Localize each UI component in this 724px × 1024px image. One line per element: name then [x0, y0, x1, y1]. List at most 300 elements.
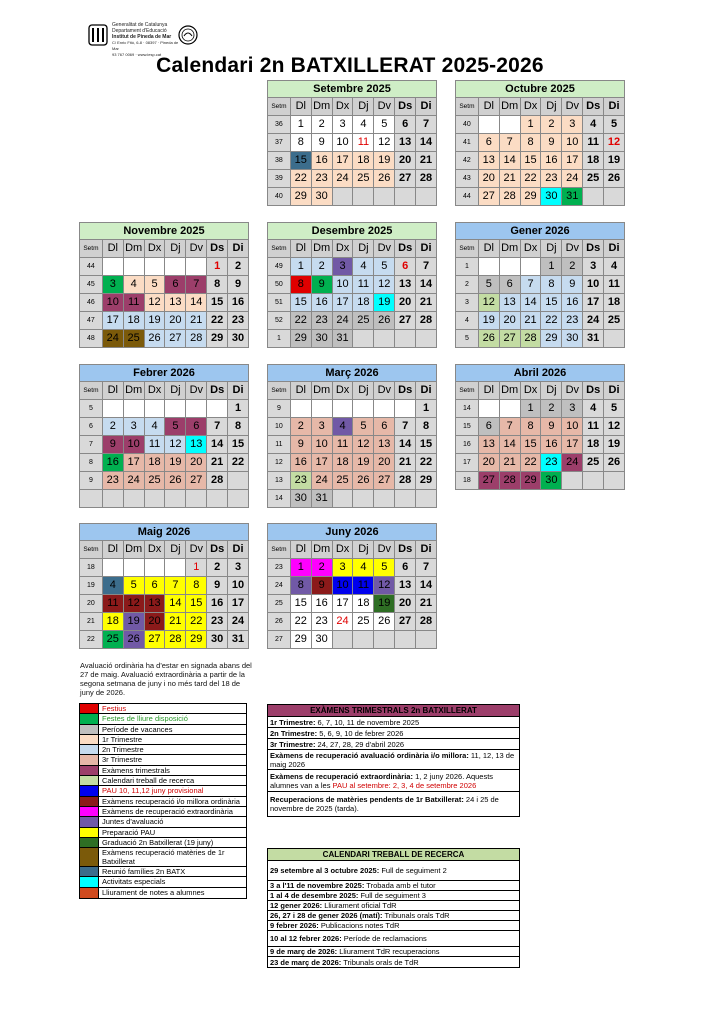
- week-row: [455, 312, 625, 330]
- day-cell: 14: [500, 436, 521, 454]
- day-cell: 15: [207, 294, 228, 312]
- week-number: 25: [267, 595, 291, 613]
- day-header-row: [79, 541, 249, 559]
- legend-swatch: [80, 888, 99, 898]
- day-cell: 19: [479, 312, 500, 330]
- week-number: 5: [79, 400, 103, 418]
- research-row: [268, 891, 519, 901]
- day-cell: [500, 400, 521, 418]
- day-cell: 3: [583, 258, 604, 276]
- exam-label: 1r Trimestre:: [270, 717, 316, 727]
- day-cell: 23: [103, 472, 124, 490]
- legend-item: [80, 776, 246, 786]
- day-header: Dj: [541, 240, 562, 258]
- week-row: [267, 436, 437, 454]
- exam-row: [268, 717, 519, 728]
- day-cell: 26: [374, 613, 395, 631]
- day-cell: 21: [500, 170, 521, 188]
- day-cell: 2: [207, 559, 228, 577]
- research-row: [268, 861, 519, 881]
- day-cell: 3: [333, 258, 354, 276]
- research-label: 26, 27 i 28 de gener 2026 (matí):: [270, 911, 383, 920]
- day-cell: 1: [186, 559, 207, 577]
- day-cell: [333, 631, 354, 649]
- research-text: 23 de març de 2026: Tribunals orals de TdR: [270, 957, 419, 967]
- legend-item: [80, 817, 246, 827]
- week-number: 15: [455, 418, 479, 436]
- day-cell: 18: [353, 152, 374, 170]
- day-header: Dm: [312, 98, 333, 116]
- day-header: Setm: [455, 240, 479, 258]
- day-cell: 19: [353, 454, 374, 472]
- day-cell: 2: [312, 116, 333, 134]
- day-header: Di: [416, 98, 437, 116]
- day-cell: 21: [186, 312, 207, 330]
- day-cell: 29: [521, 472, 542, 490]
- week-row: [267, 631, 437, 649]
- day-header: Dm: [312, 240, 333, 258]
- day-cell: 30: [312, 631, 333, 649]
- day-cell: 17: [562, 436, 583, 454]
- exam-row: [268, 750, 519, 770]
- week-row: [455, 152, 625, 170]
- month-title: Octubre 2025: [455, 80, 625, 98]
- day-cell: 25: [333, 472, 354, 490]
- day-header: Dx: [145, 382, 166, 400]
- month-title: Desembre 2025: [267, 222, 437, 240]
- week-number: 39: [267, 170, 291, 188]
- day-cell: 25: [583, 454, 604, 472]
- day-cell: 8: [291, 577, 312, 595]
- week-row: [267, 577, 437, 595]
- day-cell: 23: [312, 613, 333, 631]
- week-row: [267, 400, 437, 418]
- day-cell: 11: [583, 418, 604, 436]
- day-cell: 7: [500, 418, 521, 436]
- day-cell: 9: [207, 577, 228, 595]
- day-cell: 18: [124, 312, 145, 330]
- day-cell: [374, 490, 395, 508]
- day-header: Dv: [186, 541, 207, 559]
- day-cell: 6: [395, 116, 416, 134]
- day-cell: 13: [165, 294, 186, 312]
- week-row: [455, 400, 625, 418]
- day-cell: [207, 490, 228, 508]
- week-row: [79, 294, 249, 312]
- day-cell: 10: [228, 577, 249, 595]
- week-number: 10: [267, 418, 291, 436]
- legend-item: [80, 735, 246, 745]
- day-cell: 5: [165, 418, 186, 436]
- day-cell: 11: [124, 294, 145, 312]
- day-header: Dv: [374, 382, 395, 400]
- research-label: 12 gener 2026:: [270, 901, 323, 910]
- day-cell: 24: [124, 472, 145, 490]
- day-header: Dl: [291, 240, 312, 258]
- day-cell: 3: [562, 116, 583, 134]
- day-cell: 14: [416, 577, 437, 595]
- day-header: Setm: [267, 240, 291, 258]
- day-cell: 22: [228, 454, 249, 472]
- day-cell: 9: [562, 276, 583, 294]
- day-cell: [228, 490, 249, 508]
- day-cell: 1: [207, 258, 228, 276]
- day-header: Ds: [395, 541, 416, 559]
- legend-item: [80, 786, 246, 796]
- legend: [79, 703, 247, 899]
- day-header-row: [79, 382, 249, 400]
- research-row: [268, 881, 519, 891]
- week-number: 20: [79, 595, 103, 613]
- day-cell: 28: [500, 472, 521, 490]
- day-cell: 22: [521, 170, 542, 188]
- legend-swatch: [80, 786, 99, 795]
- day-cell: 2: [103, 418, 124, 436]
- legend-label: Reunió famílies 2n BATX: [102, 867, 186, 877]
- week-number: 17: [455, 454, 479, 472]
- day-cell: 7: [207, 418, 228, 436]
- week-row: [267, 472, 437, 490]
- day-cell: [103, 559, 124, 577]
- day-cell: [228, 472, 249, 490]
- day-cell: 9: [541, 418, 562, 436]
- legend-label: Festius: [102, 704, 127, 713]
- week-row: [455, 170, 625, 188]
- week-row: [267, 595, 437, 613]
- day-header: Dv: [186, 240, 207, 258]
- research-label: 23 de març de 2026:: [270, 957, 342, 967]
- day-cell: 4: [353, 258, 374, 276]
- day-header: Dl: [479, 240, 500, 258]
- legend-swatch: [80, 817, 99, 826]
- month-calendar: [455, 364, 625, 490]
- day-cell: [165, 400, 186, 418]
- research-label: 9 febrer 2026:: [270, 921, 319, 930]
- day-cell: 6: [165, 276, 186, 294]
- day-cell: 20: [479, 170, 500, 188]
- day-cell: 16: [228, 294, 249, 312]
- day-cell: 16: [207, 595, 228, 613]
- day-cell: [353, 490, 374, 508]
- exam-row: [268, 739, 519, 750]
- day-cell: 7: [416, 559, 437, 577]
- exam-label: Exàmens de recuperació avaluació ordinària i/o millora:: [270, 750, 469, 760]
- day-cell: 2: [291, 418, 312, 436]
- legend-item: [80, 766, 246, 776]
- week-number: 9: [79, 472, 103, 490]
- day-cell: 29: [186, 631, 207, 649]
- week-row: [455, 418, 625, 436]
- week-row: [455, 258, 625, 276]
- day-cell: 26: [165, 472, 186, 490]
- legend-label: Calendari treball de recerca: [102, 776, 195, 786]
- day-cell: 12: [145, 294, 166, 312]
- day-cell: [395, 490, 416, 508]
- day-cell: 17: [562, 152, 583, 170]
- day-cell: 14: [186, 294, 207, 312]
- week-number: 24: [267, 577, 291, 595]
- day-cell: 22: [291, 170, 312, 188]
- day-cell: 16: [312, 595, 333, 613]
- day-header: Ds: [395, 98, 416, 116]
- legend-swatch: [80, 797, 99, 806]
- week-row: [455, 134, 625, 152]
- day-cell: [500, 258, 521, 276]
- research-row: [268, 911, 519, 921]
- legend-swatch: [80, 755, 99, 764]
- day-cell: 5: [145, 276, 166, 294]
- week-row: [79, 559, 249, 577]
- week-number: 50: [267, 276, 291, 294]
- day-cell: 14: [165, 595, 186, 613]
- research-text: 1 al 4 de desembre 2025: Full de seguiment 3: [270, 891, 426, 900]
- day-cell: 17: [333, 294, 354, 312]
- legend-item: [80, 828, 246, 838]
- day-cell: 19: [604, 152, 625, 170]
- week-row: [79, 577, 249, 595]
- week-row: [79, 454, 249, 472]
- day-header: Dj: [541, 98, 562, 116]
- day-cell: [207, 400, 228, 418]
- day-cell: 24: [333, 613, 354, 631]
- day-cell: 20: [395, 595, 416, 613]
- day-header: Dl: [291, 98, 312, 116]
- day-cell: 29: [291, 631, 312, 649]
- day-cell: 4: [353, 116, 374, 134]
- day-header-row: [455, 382, 625, 400]
- week-number: 23: [267, 559, 291, 577]
- day-cell: 13: [186, 436, 207, 454]
- week-row: [267, 276, 437, 294]
- day-header: Setm: [79, 382, 103, 400]
- day-cell: 25: [353, 312, 374, 330]
- week-number: 37: [267, 134, 291, 152]
- exam-text: Recuperacions de matèries pendents de 1r Batxillerat: 24 i 25 de novembre de 2025 (tarda).: [270, 795, 499, 813]
- day-cell: [145, 400, 166, 418]
- legend-swatch: [80, 848, 99, 866]
- day-header: Setm: [267, 541, 291, 559]
- week-row: [267, 330, 437, 348]
- legend-item: [80, 867, 246, 877]
- legend-label: 3r Trimestre: [102, 755, 143, 765]
- exam-row: [268, 792, 519, 816]
- day-cell: 21: [395, 454, 416, 472]
- month-calendar: [455, 222, 625, 348]
- day-cell: 20: [165, 312, 186, 330]
- exam-label: Recuperacions de matèries pendents de 1r Batxillerat:: [270, 795, 464, 804]
- day-cell: 1: [291, 559, 312, 577]
- day-cell: 13: [374, 436, 395, 454]
- day-header-row: [267, 98, 437, 116]
- day-cell: 7: [500, 134, 521, 152]
- day-header: Dx: [333, 382, 354, 400]
- day-cell: 24: [562, 454, 583, 472]
- week-row: [79, 631, 249, 649]
- day-cell: 14: [395, 436, 416, 454]
- day-cell: 8: [207, 276, 228, 294]
- day-header-row: [455, 98, 625, 116]
- day-cell: [604, 330, 625, 348]
- day-header: Setm: [267, 98, 291, 116]
- day-cell: 11: [583, 134, 604, 152]
- day-header: Dj: [165, 382, 186, 400]
- week-row: [79, 330, 249, 348]
- day-cell: [353, 188, 374, 206]
- day-cell: 15: [228, 436, 249, 454]
- day-cell: [312, 400, 333, 418]
- month-title: Novembre 2025: [79, 222, 249, 240]
- day-cell: [583, 472, 604, 490]
- day-cell: 9: [312, 577, 333, 595]
- month-calendar: [267, 80, 437, 206]
- day-cell: 12: [374, 276, 395, 294]
- day-cell: 21: [521, 312, 542, 330]
- day-cell: [416, 188, 437, 206]
- day-header-row: [79, 240, 249, 258]
- day-header: Dj: [353, 382, 374, 400]
- day-cell: 29: [521, 188, 542, 206]
- month-calendar: [79, 523, 249, 649]
- day-cell: 28: [395, 472, 416, 490]
- day-cell: 12: [374, 577, 395, 595]
- week-row: [455, 472, 625, 490]
- day-header: Dl: [103, 240, 124, 258]
- day-cell: 16: [312, 152, 333, 170]
- day-header: Dv: [374, 541, 395, 559]
- day-header: Dx: [521, 240, 542, 258]
- day-header: Dx: [145, 240, 166, 258]
- day-cell: 30: [207, 631, 228, 649]
- day-cell: 8: [291, 276, 312, 294]
- day-cell: 16: [541, 152, 562, 170]
- day-header: Dj: [353, 98, 374, 116]
- day-cell: 26: [374, 170, 395, 188]
- day-header-row: [455, 240, 625, 258]
- week-number: 38: [267, 152, 291, 170]
- day-cell: 22: [186, 613, 207, 631]
- day-cell: 28: [207, 472, 228, 490]
- day-cell: 15: [521, 436, 542, 454]
- day-cell: 4: [583, 400, 604, 418]
- legend-label: 1r Trimestre: [102, 734, 143, 744]
- legend-label: PAU 10, 11,12 juny provisional: [102, 786, 204, 796]
- day-cell: [416, 330, 437, 348]
- day-header: Dx: [333, 98, 354, 116]
- day-cell: 27: [395, 312, 416, 330]
- day-cell: 29: [416, 472, 437, 490]
- day-cell: 1: [228, 400, 249, 418]
- day-cell: 24: [333, 170, 354, 188]
- day-header: Ds: [207, 240, 228, 258]
- day-cell: 10: [333, 577, 354, 595]
- day-cell: 3: [312, 418, 333, 436]
- day-cell: 6: [145, 577, 166, 595]
- day-header: Di: [604, 98, 625, 116]
- research-text: 26, 27 i 28 de gener 2026 (matí): Tribunals orals TdR: [270, 911, 450, 920]
- day-cell: [165, 490, 186, 508]
- week-row: [267, 134, 437, 152]
- research-row: [268, 947, 519, 957]
- month-calendar: [79, 364, 249, 508]
- legend-label: Graduació 2n Batxillerat (19 juny): [102, 837, 214, 847]
- legend-item: [80, 704, 246, 714]
- day-cell: 10: [562, 418, 583, 436]
- week-number: 7: [79, 436, 103, 454]
- logo-line: Institut de Pineda de Mar: [112, 34, 172, 40]
- day-cell: 26: [479, 330, 500, 348]
- day-cell: 18: [353, 595, 374, 613]
- legend-swatch: [80, 735, 99, 744]
- week-number: 22: [79, 631, 103, 649]
- day-header: Dj: [165, 541, 186, 559]
- day-cell: 2: [562, 258, 583, 276]
- legend-swatch: [80, 838, 99, 847]
- day-header: Dv: [562, 382, 583, 400]
- research-text: 12 gener 2026: Lliurament oficial TdR: [270, 901, 397, 910]
- day-cell: 28: [416, 613, 437, 631]
- day-header: Dl: [103, 382, 124, 400]
- legend-item: [80, 714, 246, 724]
- day-cell: 3: [562, 400, 583, 418]
- day-cell: [479, 400, 500, 418]
- day-cell: 15: [186, 595, 207, 613]
- day-cell: 23: [291, 472, 312, 490]
- day-cell: 7: [165, 577, 186, 595]
- research-label: 10 al 12 febrer 2026:: [270, 934, 342, 943]
- week-number: 18: [455, 472, 479, 490]
- month-title: Abril 2026: [455, 364, 625, 382]
- week-row: [267, 454, 437, 472]
- day-cell: 5: [604, 400, 625, 418]
- day-cell: 27: [500, 330, 521, 348]
- week-number: 40: [267, 188, 291, 206]
- day-cell: 19: [145, 312, 166, 330]
- legend-swatch: [80, 828, 99, 837]
- day-cell: 28: [186, 330, 207, 348]
- day-cell: 15: [416, 436, 437, 454]
- day-cell: 23: [312, 170, 333, 188]
- day-cell: 20: [186, 454, 207, 472]
- week-row: [267, 116, 437, 134]
- day-cell: 13: [395, 134, 416, 152]
- day-cell: 4: [124, 276, 145, 294]
- day-cell: 16: [291, 454, 312, 472]
- legend-label: Exàmens recuperació i/o millora ordinària: [102, 796, 240, 806]
- school-logo: [88, 22, 208, 57]
- week-row: [267, 188, 437, 206]
- day-header: Dj: [165, 240, 186, 258]
- day-cell: 24: [562, 170, 583, 188]
- day-cell: [165, 258, 186, 276]
- week-row: [79, 613, 249, 631]
- day-cell: 12: [479, 294, 500, 312]
- exam-text: 1r Trimestre: 6, 7, 10, 11 de novembre 2025: [270, 717, 420, 727]
- week-number: 51: [267, 294, 291, 312]
- week-number: 49: [267, 258, 291, 276]
- day-cell: 31: [333, 330, 354, 348]
- day-cell: 7: [416, 258, 437, 276]
- generalitat-crest-icon: [88, 24, 108, 46]
- day-cell: 19: [124, 613, 145, 631]
- day-header: Dl: [479, 98, 500, 116]
- exam-label: Exàmens de recuperació extraordinària:: [270, 771, 413, 781]
- day-cell: 2: [541, 400, 562, 418]
- day-cell: 3: [228, 559, 249, 577]
- day-cell: 11: [353, 276, 374, 294]
- research-row: [268, 921, 519, 931]
- day-cell: 4: [604, 258, 625, 276]
- legend-swatch: [80, 745, 99, 754]
